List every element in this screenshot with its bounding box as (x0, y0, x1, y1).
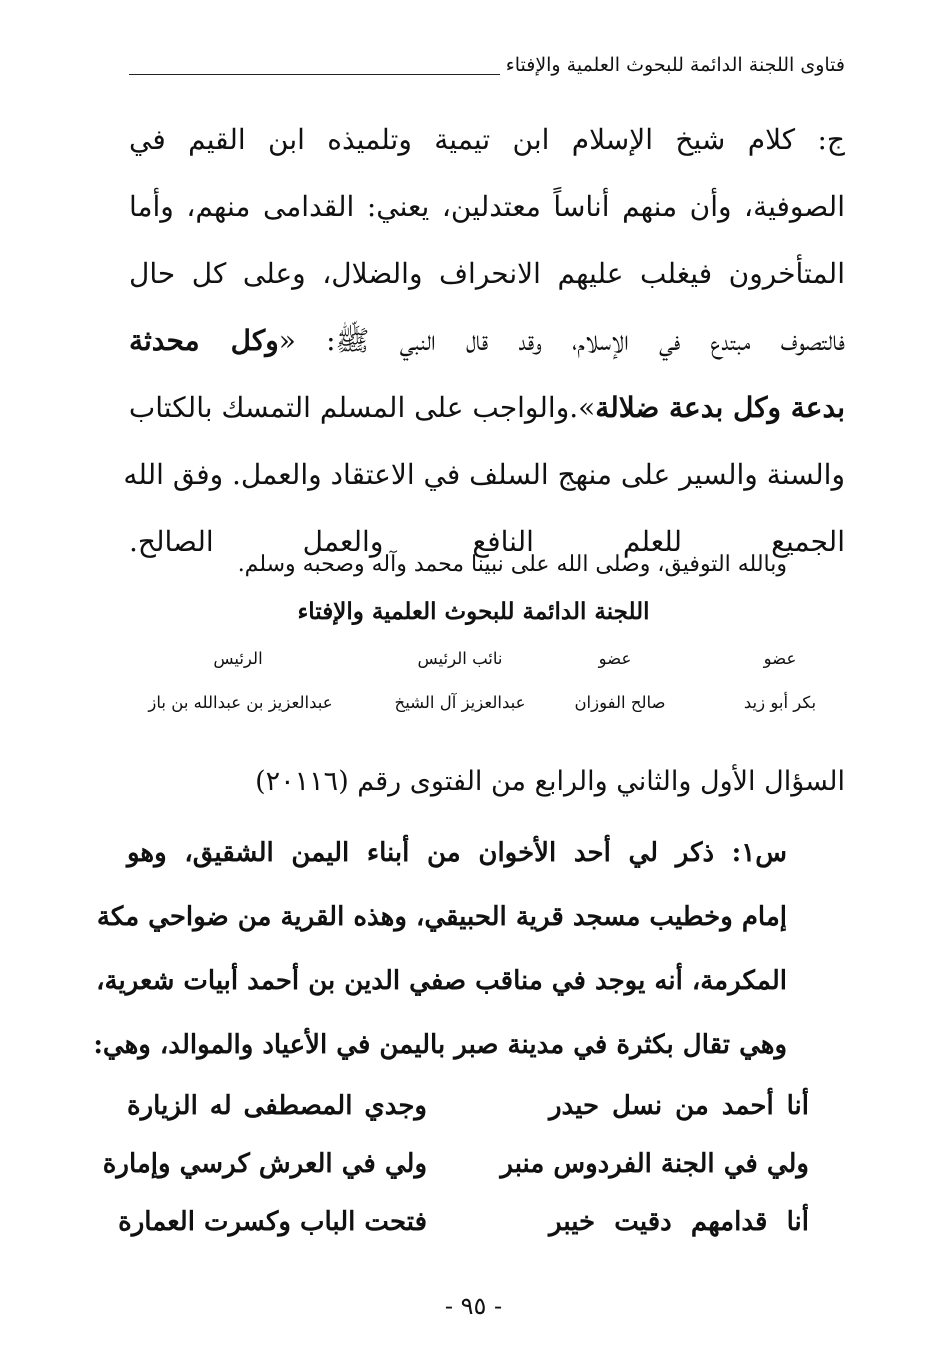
answer-line: الجميع للعلم النافع والعمل الصالح. (129, 525, 845, 558)
verse-first-hemistich: ولي في الجنة الفردوس منبر (500, 1149, 809, 1179)
answer-paragraph (123, 110, 845, 579)
answer-text: فالتصوف مبتدع في الإسلام، وقد قال النبي ﷺ: « (278, 324, 845, 357)
answer-line: والسنة والسير على منهج السلف في الاعتقاد والعمل. وفق الله (123, 458, 845, 491)
question-line: وهي تقال بكثرة في مدينة صبر باليمن في الأعياد والموالد، وهي: (93, 1030, 787, 1060)
signatory-role: الرئيس (213, 649, 263, 668)
signatory-name: صالح الفوزان (574, 693, 666, 712)
signatory-name: بكر أبو زيد (743, 693, 817, 712)
poem-verse (118, 1196, 809, 1254)
question-line: المكرمة، أنه يوجد في مناقب صفي الدين بن أحمد أبيات شعرية، (96, 966, 787, 996)
verse-first-hemistich: أنا قدامهم دقيت خيبر (549, 1207, 809, 1237)
verse-second-hemistich: فتحت الباب وكسرت العمارة (118, 1207, 427, 1237)
verse-second-hemistich: ولي في العرش كرسي وإمارة (102, 1149, 427, 1179)
answer-line: الصوفية، وأن منهم أناساً معتدلين، يعني: القدامى منهم، وأما (129, 190, 845, 223)
question-line: س١: ذكر لي أحد الأخوان من أبناء اليمن الشقيق، وهو (127, 838, 787, 868)
question-paragraph (93, 823, 787, 1079)
poem-verse (127, 1080, 809, 1138)
page-number: - ٩٥ - (444, 1292, 503, 1320)
committee-name: اللجنة الدائمة للبحوث العلمية والإفتاء (297, 598, 650, 625)
signatory-name: عبدالعزيز آل الشيخ (394, 693, 526, 712)
verse-second-hemistich: وجدي المصطفى له الزيارة (127, 1091, 427, 1121)
verse-first-hemistich: أنا أحمد من نسل حيدر (549, 1091, 809, 1121)
hadith-quote: بدعة وكل بدعة ضلالة (595, 391, 845, 424)
signatory-role: نائب الرئيس (417, 649, 503, 668)
hadith-quote: وكل محدثة (129, 324, 279, 357)
closing-formula: وبالله التوفيق، وصلى الله على نبينا محمد وآله وصحبه وسلم. (237, 552, 787, 577)
question-title: السؤال الأول والثاني والرابع من الفتوى رقم (٢٠١١٦) (255, 766, 845, 797)
poem (102, 1080, 809, 1254)
running-title: فتاوى اللجنة الدائمة للبحوث العلمية والإفتاء (505, 54, 845, 76)
signatory-name: عبدالعزيز بن عبدالله بن باز (148, 693, 333, 712)
answer-line (129, 378, 845, 445)
answer-text: ».والواجب على المسلم التمسك بالكتاب (128, 391, 596, 424)
signatory-role: عضو (763, 649, 797, 668)
running-header (129, 52, 845, 78)
answer-line: ج: كلام شيخ الإسلام ابن تيمية وتلميذه ابن القيم في (129, 123, 845, 156)
poem-verse (102, 1138, 809, 1196)
answer-line: المتأخرون فيغلب عليهم الانحراف والضلال، وعلى كل حال (129, 257, 845, 290)
question-line: إمام وخطيب مسجد قرية الحبيقي، وهذه القرية من ضواحي مكة (96, 902, 787, 932)
header-rule (129, 74, 500, 75)
signatory-role: عضو (598, 649, 632, 668)
answer-line (129, 311, 845, 378)
